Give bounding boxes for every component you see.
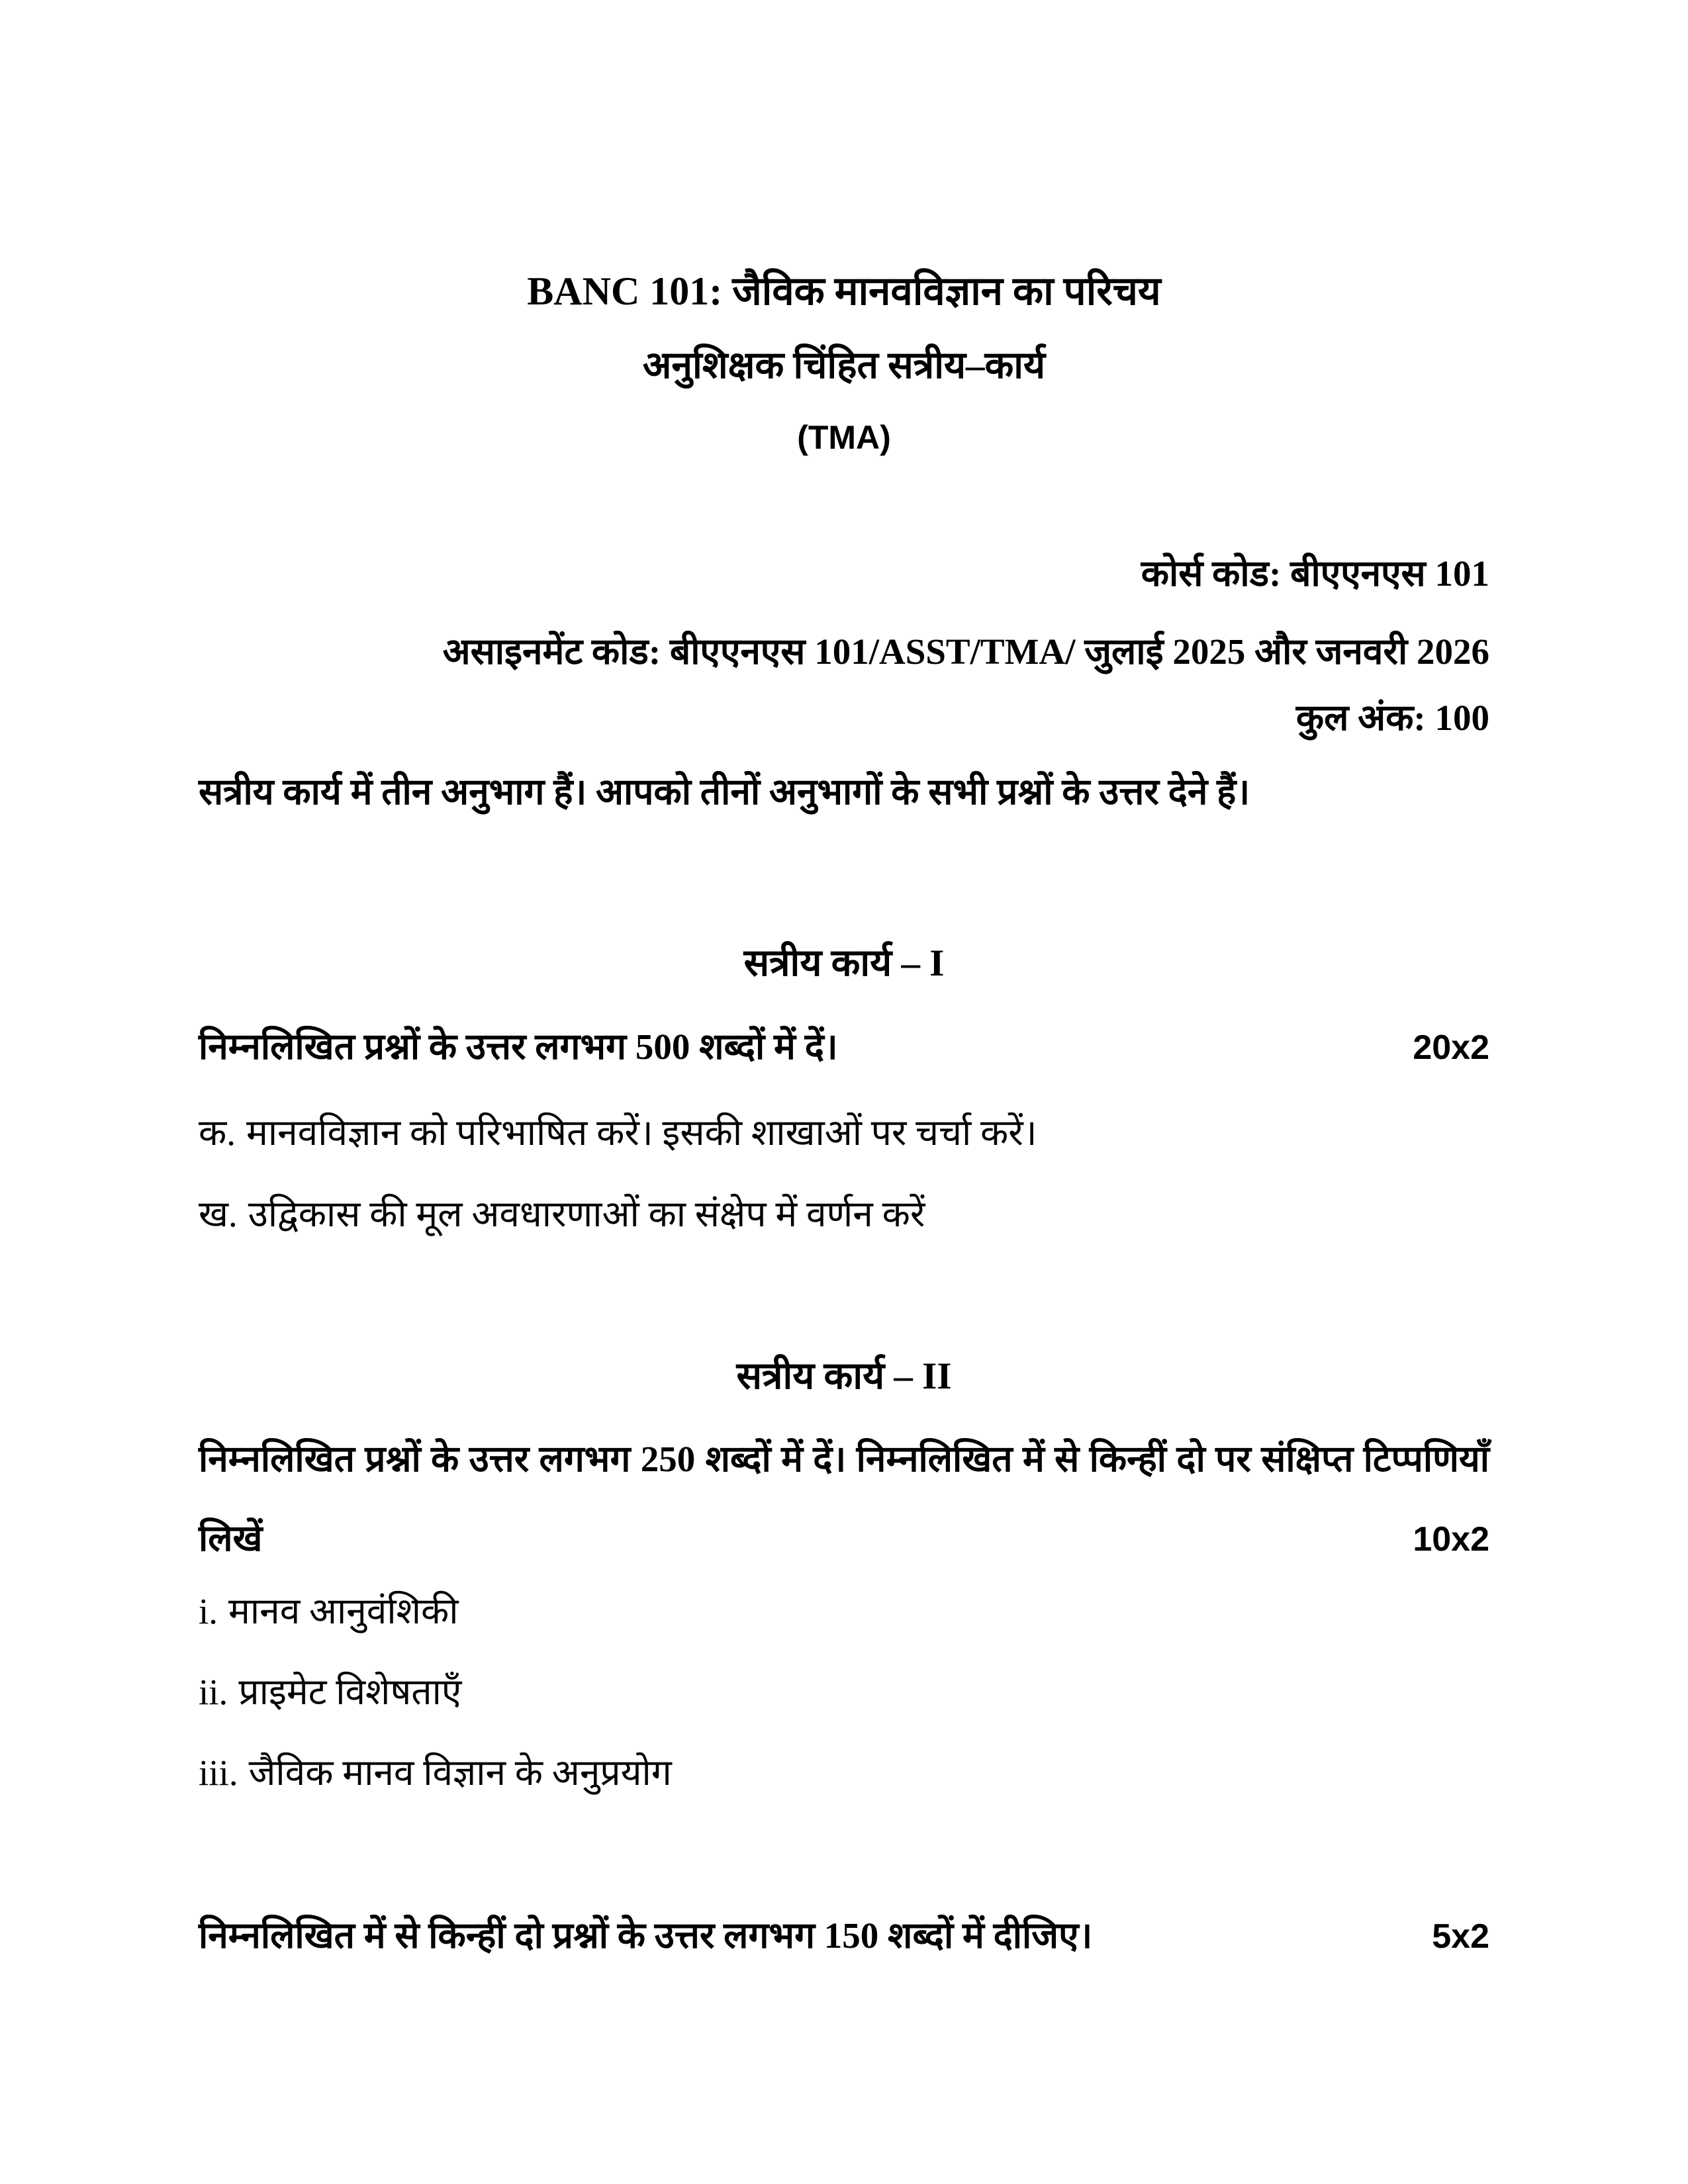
question-iii-text: जैविक मानव विज्ञान के अनुप्रयोग: [248, 1752, 672, 1793]
assignment-code: असाइनमेंट कोड: बीएएनएस 101/ASST/TMA/ जुलाई 2025 और जनवरी 2026: [442, 631, 1489, 672]
question-i-label: i.: [199, 1591, 218, 1631]
short-answer-instruction: निम्नलिखित में से किन्हीं दो प्रश्नों के उत्तर लगभग 150 शब्दों में दीजिए।: [199, 1915, 1093, 1956]
section2-instruction-line1: निम्नलिखित प्रश्नों के उत्तर लगभग 250 शब्दों में दें। निम्नलिखित में से किन्हीं दो पर संक्षिप्त टिप्पणियाँ: [199, 1439, 1489, 1479]
question-ii-label: ii.: [199, 1672, 228, 1712]
question-kha-label: ख.: [199, 1194, 238, 1234]
question-ii: [199, 1668, 1489, 1717]
section2-marks: 10x2: [1413, 1520, 1489, 1559]
document-title: BANC 101: जैविक मानवविज्ञान का परिचय: [527, 269, 1161, 313]
section2-heading: सत्रीय कार्य – II: [736, 1355, 952, 1397]
question-ka-label: क.: [199, 1113, 236, 1153]
section1-marks: 20x2: [1413, 1028, 1489, 1067]
question-iii-label: iii.: [199, 1752, 238, 1793]
question-i: [199, 1587, 1489, 1636]
question-iii: [199, 1749, 1489, 1797]
section1-heading: सत्रीय कार्य – I: [743, 942, 945, 984]
tma-label: (TMA): [797, 419, 891, 456]
short-answer-marks: 5x2: [1432, 1917, 1489, 1956]
question-kha-text: उद्विकास की मूल अवधारणाओं का संक्षेप में वर्णन करें: [248, 1194, 925, 1234]
short-answer-instruction-row: [199, 1911, 1489, 1960]
question-ka-text: मानवविज्ञान को परिभाषित करें। इसकी शाखाओं पर चर्चा करें।: [246, 1113, 1037, 1153]
question-i-text: मानव आनुवंशिकी: [228, 1591, 459, 1631]
document-subtitle: अनुशिक्षक चिंहित सत्रीय–कार्य: [642, 345, 1046, 387]
course-code: कोर्स कोड: बीएएनएस 101: [1141, 553, 1489, 594]
general-instruction: सत्रीय कार्य में तीन अनुभाग हैं। आपको तीनों अनुभागों के सभी प्रश्नों के उत्तर देने हैं।: [199, 772, 1250, 812]
section2-instruction-row2: [199, 1514, 1489, 1563]
section1-instruction: निम्नलिखित प्रश्नों के उत्तर लगभग 500 शब्दों में दें।: [199, 1026, 838, 1067]
section1-instruction-row: [199, 1023, 1489, 1071]
question-kha: [199, 1190, 1489, 1239]
question-ka: [199, 1109, 1489, 1158]
total-marks: कुल अंक: 100: [1295, 698, 1489, 738]
question-ii-text: प्राइमेट विशेषताएँ: [238, 1672, 462, 1712]
section2-instruction-line2: लिखें: [199, 1518, 263, 1559]
